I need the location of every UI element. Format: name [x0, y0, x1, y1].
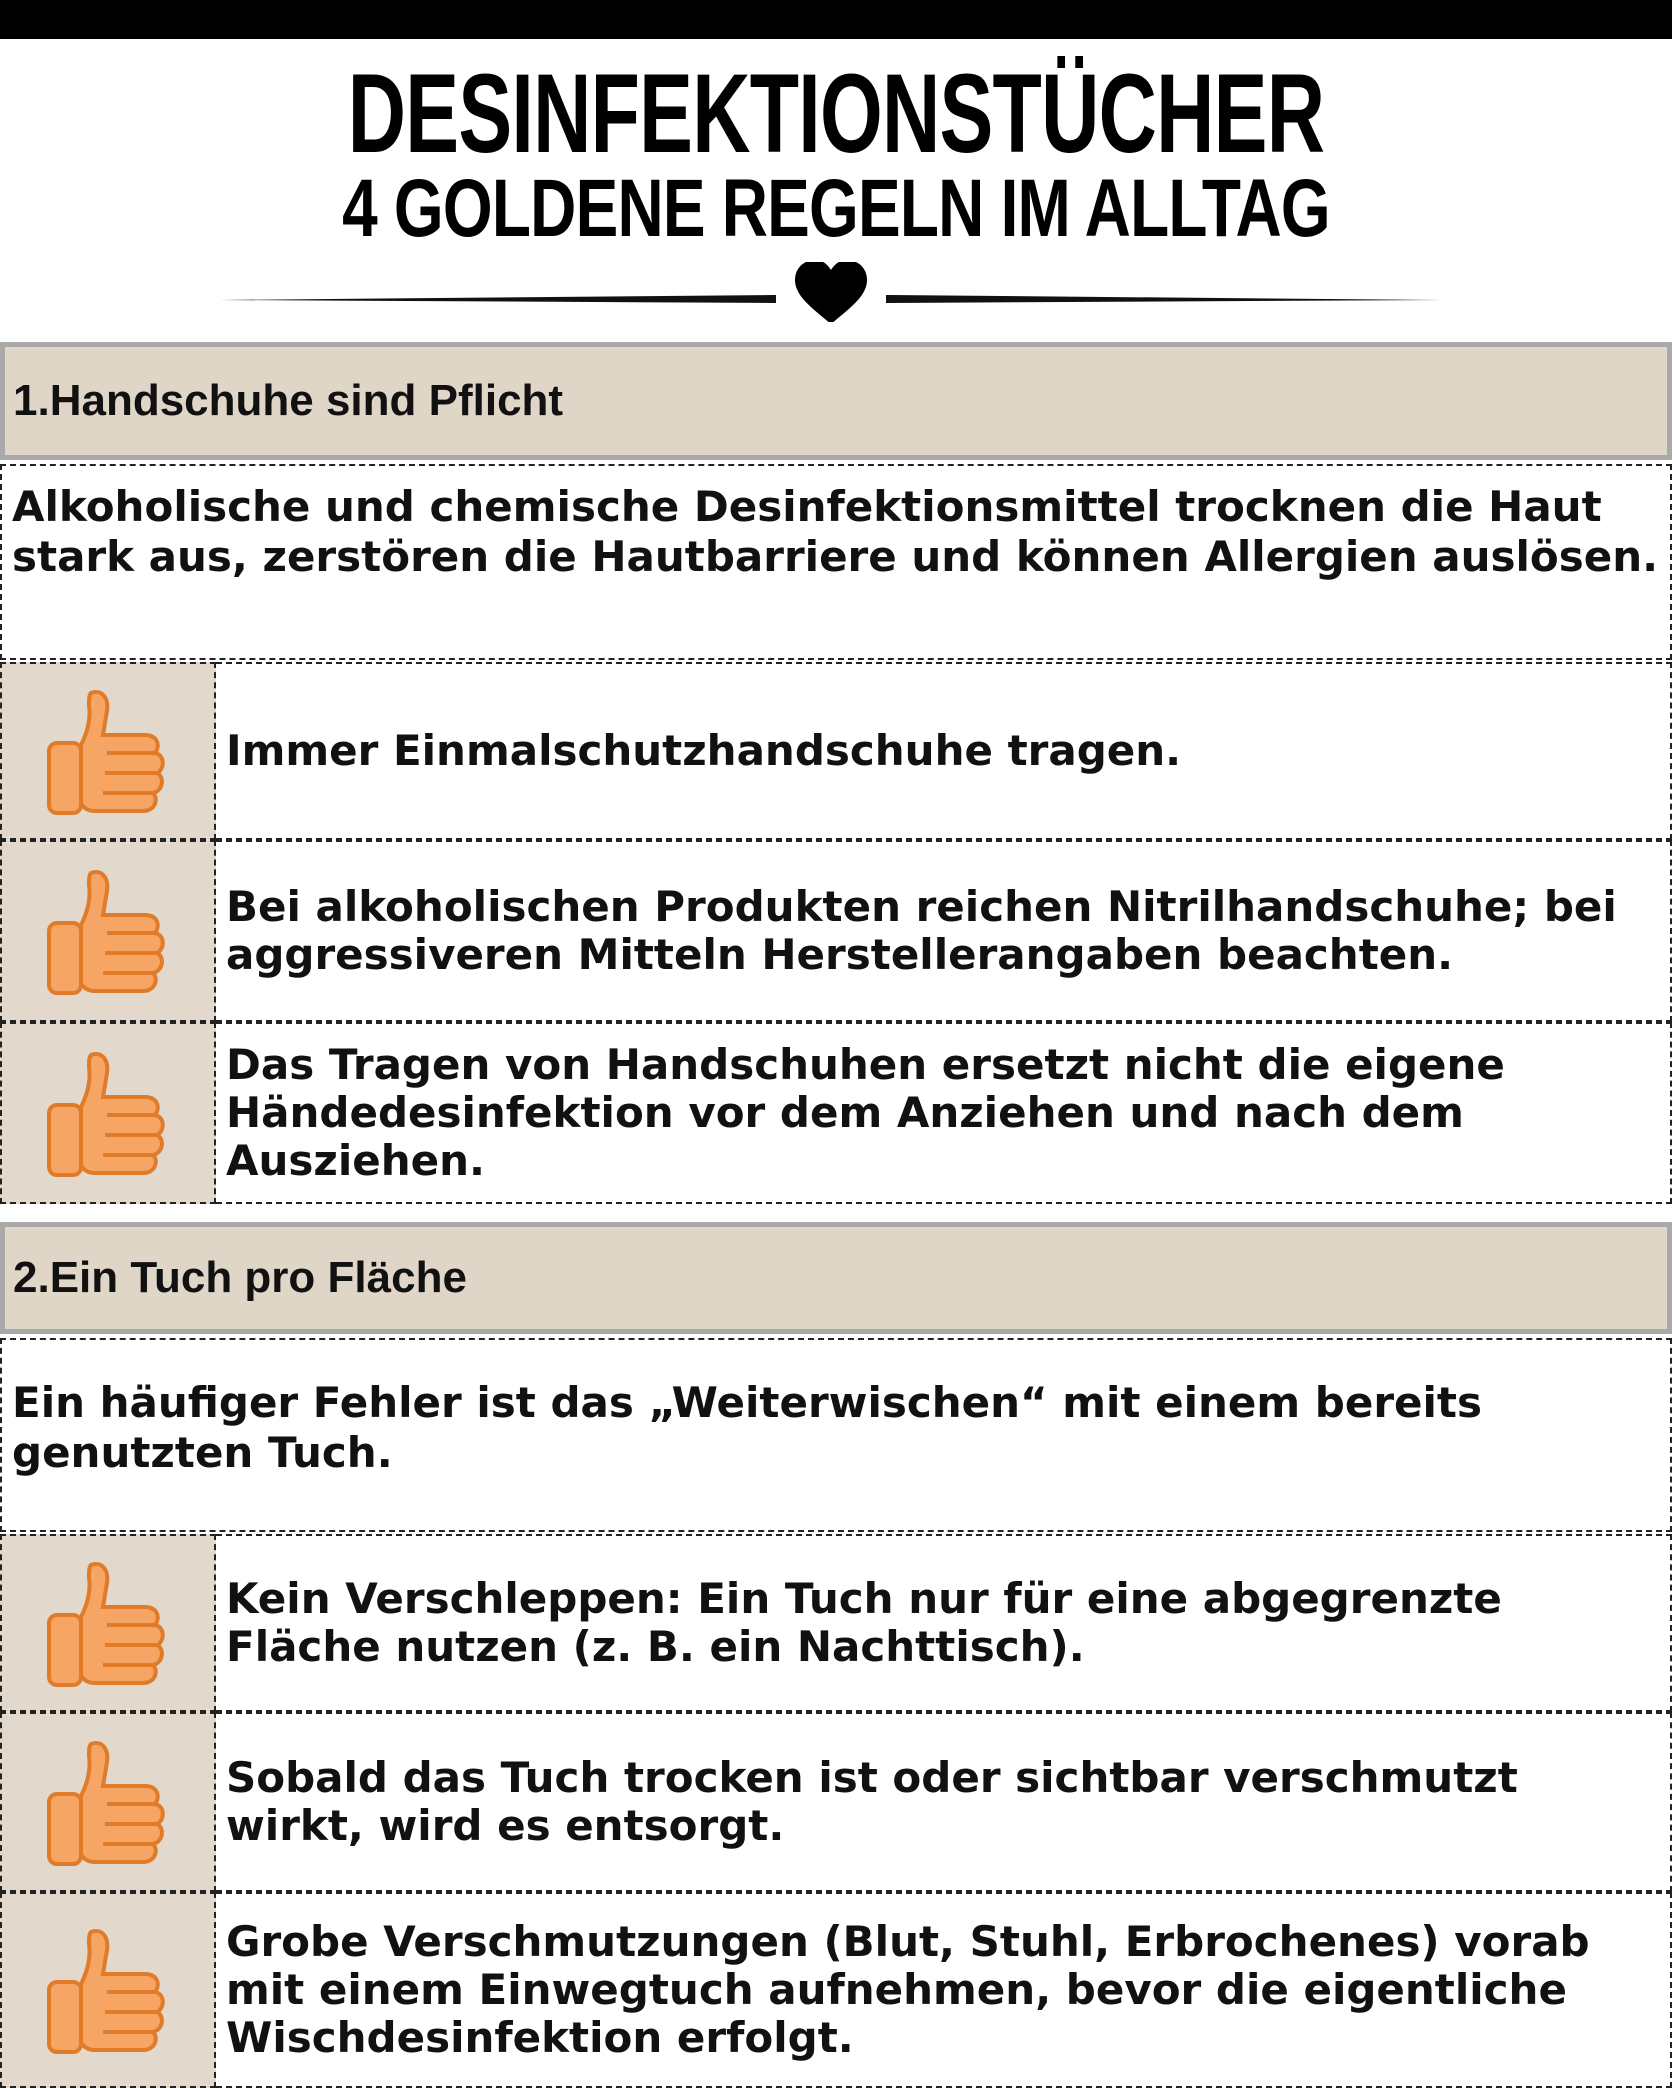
item-text-content: Grobe Verschmutzungen (Blut, Stuhl, Erbrochenes) vorab mit einem Einwegtuch aufnehmen, bevor die eigentliche Wischdesinfektion erfolgt. — [226, 1917, 1590, 2062]
item-text-content: Bei alkoholischen Produkten reichen Nitrilhandschuhe; bei aggressiveren Mitteln Herstellerangaben beachten. — [226, 882, 1617, 979]
item-text — [216, 1022, 1672, 1204]
item-text — [216, 1534, 1672, 1712]
list-item — [0, 1892, 1672, 2088]
item-text-content: Kein Verschleppen: Ein Tuch nur für eine abgegrenzte Fläche nutzen (z. B. ein Nachttisch). — [226, 1574, 1502, 1671]
item-text — [216, 1712, 1672, 1892]
section-2-intro — [0, 1338, 1672, 1532]
icon-cell — [0, 662, 216, 840]
item-text — [216, 840, 1672, 1022]
list-item — [0, 1712, 1672, 1892]
section-1-heading — [0, 342, 1672, 460]
item-text-content: Immer Einmalschutzhandschuhe tragen. — [226, 726, 1182, 775]
icon-cell — [0, 840, 216, 1022]
thumbs-up-icon — [43, 1734, 173, 1870]
thumbs-up-icon — [43, 1045, 173, 1181]
icon-cell — [0, 1022, 216, 1204]
section-1-intro-text: Alkoholische und chemische Desinfektionsmittel trocknen die Haut stark aus, zerstören die Hautbarriere und können Allergien auslösen. — [12, 482, 1659, 581]
list-item — [0, 1022, 1672, 1204]
heart-divider — [0, 262, 1672, 322]
divider-line-right — [886, 295, 1442, 303]
section-1-heading-text: 1.Handschuhe sind Pflicht — [13, 376, 564, 425]
page-title: DESINFEKTIONSTÜCHER — [347, 51, 1325, 176]
divider-line-left — [220, 295, 776, 303]
section-1-intro — [0, 464, 1672, 660]
item-text-content: Sobald das Tuch trocken ist oder sichtbar verschmutzt wirkt, wird es entsorgt. — [226, 1753, 1518, 1850]
thumbs-up-icon — [43, 1555, 173, 1691]
list-item — [0, 1534, 1672, 1712]
top-bar — [0, 0, 1672, 39]
icon-cell — [0, 1712, 216, 1892]
item-text — [216, 662, 1672, 840]
thumbs-up-icon — [43, 1922, 173, 2058]
heart-icon — [795, 262, 867, 322]
item-text-content: Das Tragen von Handschuhen ersetzt nicht die eigene Händedesinfektion vor dem Anziehen und nach dem Ausziehen. — [226, 1040, 1505, 1185]
item-text — [216, 1892, 1672, 2088]
list-item — [0, 662, 1672, 840]
section-2-heading-text: 2.Ein Tuch pro Fläche — [13, 1253, 467, 1302]
section-2-intro-text: Ein häufiger Fehler ist das „Weiterwischen“ mit einem bereits genutzten Tuch. — [12, 1378, 1482, 1477]
icon-cell — [0, 1892, 216, 2088]
icon-cell — [0, 1534, 216, 1712]
section-2-heading — [0, 1222, 1672, 1334]
thumbs-up-icon — [43, 683, 173, 819]
page-subtitle: 4 GOLDENE REGELN IM ALLTAG — [342, 163, 1330, 254]
list-item — [0, 840, 1672, 1022]
thumbs-up-icon — [43, 863, 173, 999]
